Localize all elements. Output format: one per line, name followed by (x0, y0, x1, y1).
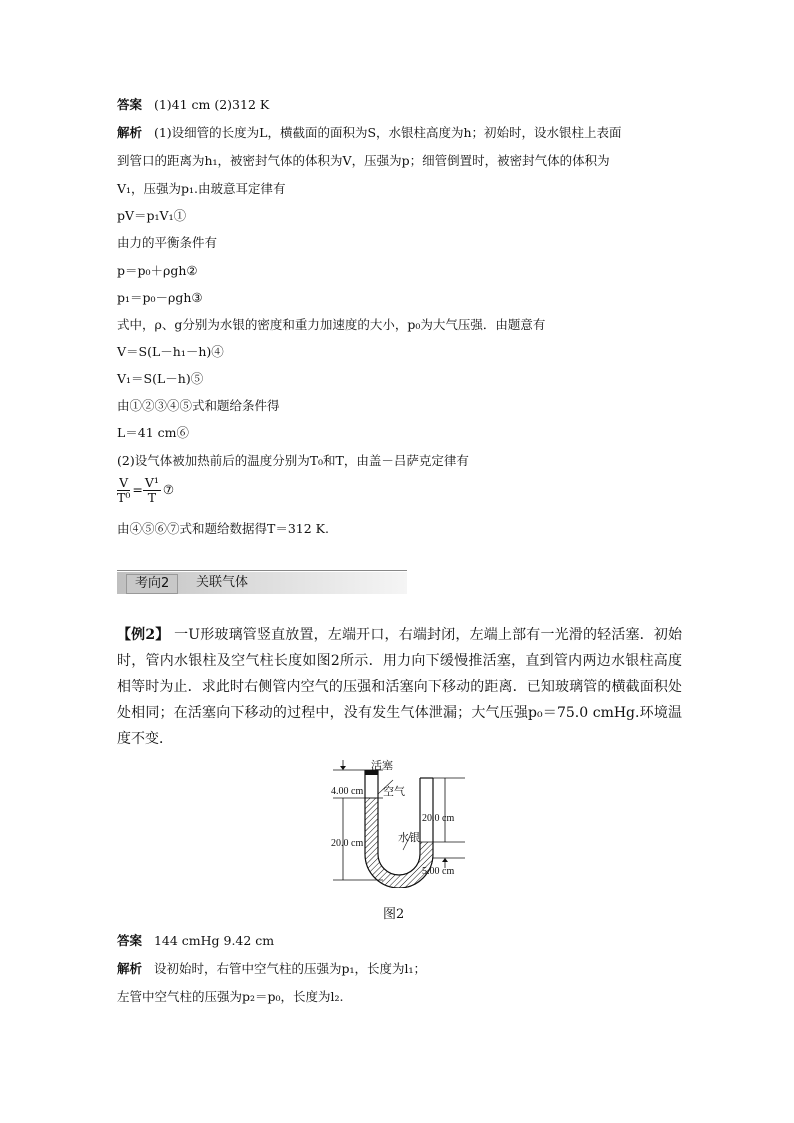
answer-1 (117, 96, 269, 114)
left-bottom-dim: 20.0 cm (331, 838, 364, 849)
answer-text: 144 cmHg 9.42 cm (153, 933, 275, 948)
answer-label: 答案 (117, 933, 143, 948)
equation-7: $\frac{V}{\text{T⁰}}$ = $\frac{\text{V¹}}{T}$ ⑦ (117, 475, 175, 505)
piston-label: 活塞 (371, 759, 393, 772)
air-label: 空气 (383, 785, 405, 798)
analysis-1-line-12: (2)设气体被加热前后的温度分别为T₀和T，由盖－吕萨克定律有 (117, 453, 469, 468)
analysis-1-line-2: V₁，压强为p₁.由玻意耳定律有 (117, 181, 286, 196)
equation-6: L＝41 cm⑥ (117, 425, 190, 440)
analysis-1-line-4: 由力的平衡条件有 (117, 235, 218, 250)
equation-5: V₁＝S(L－h)⑤ (117, 371, 204, 386)
figure-caption: 图2 (383, 907, 405, 922)
section-tab: 考向2 (126, 574, 178, 594)
answer-label: 答案 (117, 97, 143, 112)
analysis-label: 解析 (117, 125, 143, 140)
answer-2 (117, 932, 274, 950)
mercury-label: 水银 (398, 831, 420, 844)
analysis-1-final: 由④⑤⑥⑦式和题给数据得T＝312 K. (117, 521, 329, 536)
analysis-2-line-1: 左管中空气柱的压强为p₂＝p₀，长度为l₂. (117, 989, 344, 1004)
equation-4: V＝S(L－h₁－h)④ (117, 344, 224, 359)
equation-2: p＝p₀＋ρgh② (117, 263, 198, 278)
fraction-right: $\frac{\text{V¹}}{T}$ (144, 475, 159, 505)
example-text: 一U形玻璃管竖直放置，左端开口，右端封闭，左端上部有一光滑的轻活塞．初始时，管内水银柱及空气柱长度如图2所示．用力向下缓慢推活塞，直到管内两边水银柱高度相等时为止．求此时右侧管内空气的压强和活塞向下移动的距离．已知玻璃管的横截面积处处相同；在活塞向下移动的过程中，没有发生气体泄漏；大气压强p₀＝75.0 cmHg.环境温度不变． (117, 627, 683, 747)
analysis-1-line-1: 到管口的距离为h₁，被密封气体的体积为V，压强为p；细管倒置时，被密封气体的体积为 (117, 153, 610, 168)
equation-1: pV＝p₁V₁① (117, 208, 187, 223)
analysis-text: (1)设细管的长度为L，横截面的面积为S，水银柱高度为h；初始时，设水银柱上表面 (153, 125, 622, 140)
section-title: 关联气体 (196, 575, 249, 590)
right-air-dim: 20.0 cm (422, 813, 455, 824)
analysis-text: 设初始时，右管中空气柱的压强为p₁，长度为l₁； (153, 961, 426, 976)
fraction-left: $\frac{V}{\text{T⁰}}$ (117, 475, 131, 505)
analysis-label: 解析 (117, 961, 143, 976)
analysis-1-line-10: 由①②③④⑤式和题给条件得 (117, 398, 280, 413)
analysis-1-line-7: 式中，ρ、g分别为水银的密度和重力加速度的大小，p₀为大气压强．由题意有 (117, 317, 546, 332)
example-2 (117, 622, 682, 752)
left-top-dim: 4.00 cm (331, 786, 364, 797)
right-diff-dim: 5.00 cm (422, 866, 455, 877)
answer-text: (1)41 cm (2)312 K (153, 97, 270, 112)
equation-3: p₁＝p₀－ρgh③ (117, 290, 203, 305)
analysis-1-line-0 (117, 124, 622, 142)
equation-7-mark: ⑦ (162, 482, 175, 497)
section-rule (117, 570, 407, 571)
example-label: 【例2】 (117, 627, 170, 643)
analysis-2-line-0 (117, 960, 426, 978)
